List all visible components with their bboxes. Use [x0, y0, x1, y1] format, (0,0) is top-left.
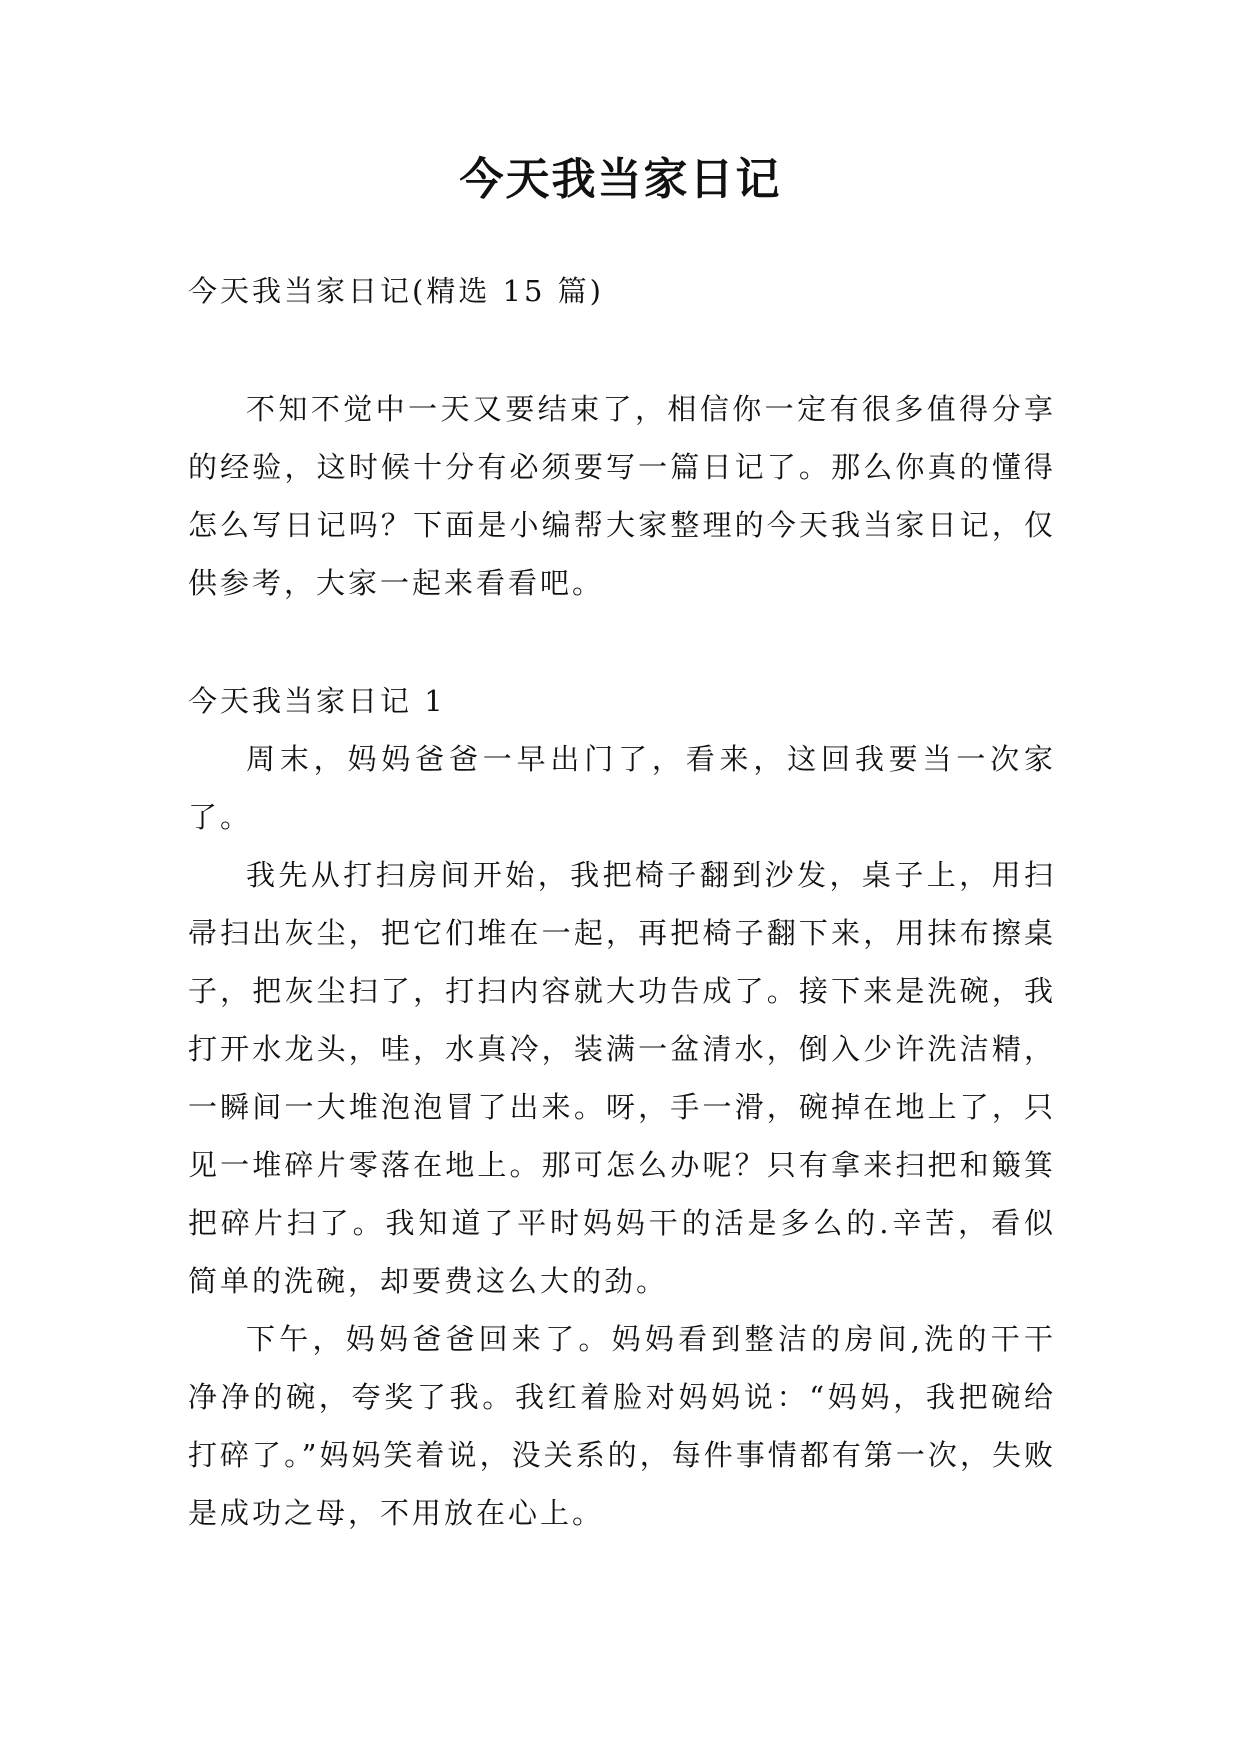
section-heading: 今天我当家日记 1 — [188, 684, 446, 718]
body-paragraph: 周末，妈妈爸爸一早出门了，看来，这回我要当一次家了。 — [188, 742, 1056, 834]
document-title: 今天我当家日记 — [459, 154, 782, 205]
intro-paragraph: 不知不觉中一天又要结束了，相信你一定有很多值得分享的经验，这时候十分有必须要写一篇日记了。那么你真的懂得怎么写日记吗？下面是小编帮大家整理的今天我当家日记，仅供参考，大家一起来看看吧。 — [188, 392, 1056, 600]
body-paragraph: 我先从打扫房间开始，我把椅子翻到沙发，桌子上，用扫帚扫出灰尘，把它们堆在一起，再把椅子翻下来，用抹布擦桌子，把灰尘扫了，打扫内容就大功告成了。接下来是洗碗，我打开水龙头，哇，水真冷，装满一盆清水，倒入少许洗洁精，一瞬间一大堆泡泡冒了出来。呀，手一滑，碗掉在地上了，只见一堆碎片零落在地上。那可怎么办呢？只有拿来扫把和簸箕把碎片扫了。我知道了平时妈妈干的活是多么的.辛苦，看似简单的洗碗，却要费这么大的劲。 — [188, 858, 1056, 1298]
document-body — [188, 262, 1056, 1542]
body-paragraph: 下午，妈妈爸爸回来了。妈妈看到整洁的房间,洗的干干净净的碗，夸奖了我。我红着脸对妈妈说：“妈妈，我把碗给打碎了。”妈妈笑着说，没关系的，每件事情都有第一次，失败是成功之母，不用放在心上。 — [188, 1322, 1056, 1530]
document-subtitle: 今天我当家日记(精选 15 篇) — [188, 274, 604, 308]
